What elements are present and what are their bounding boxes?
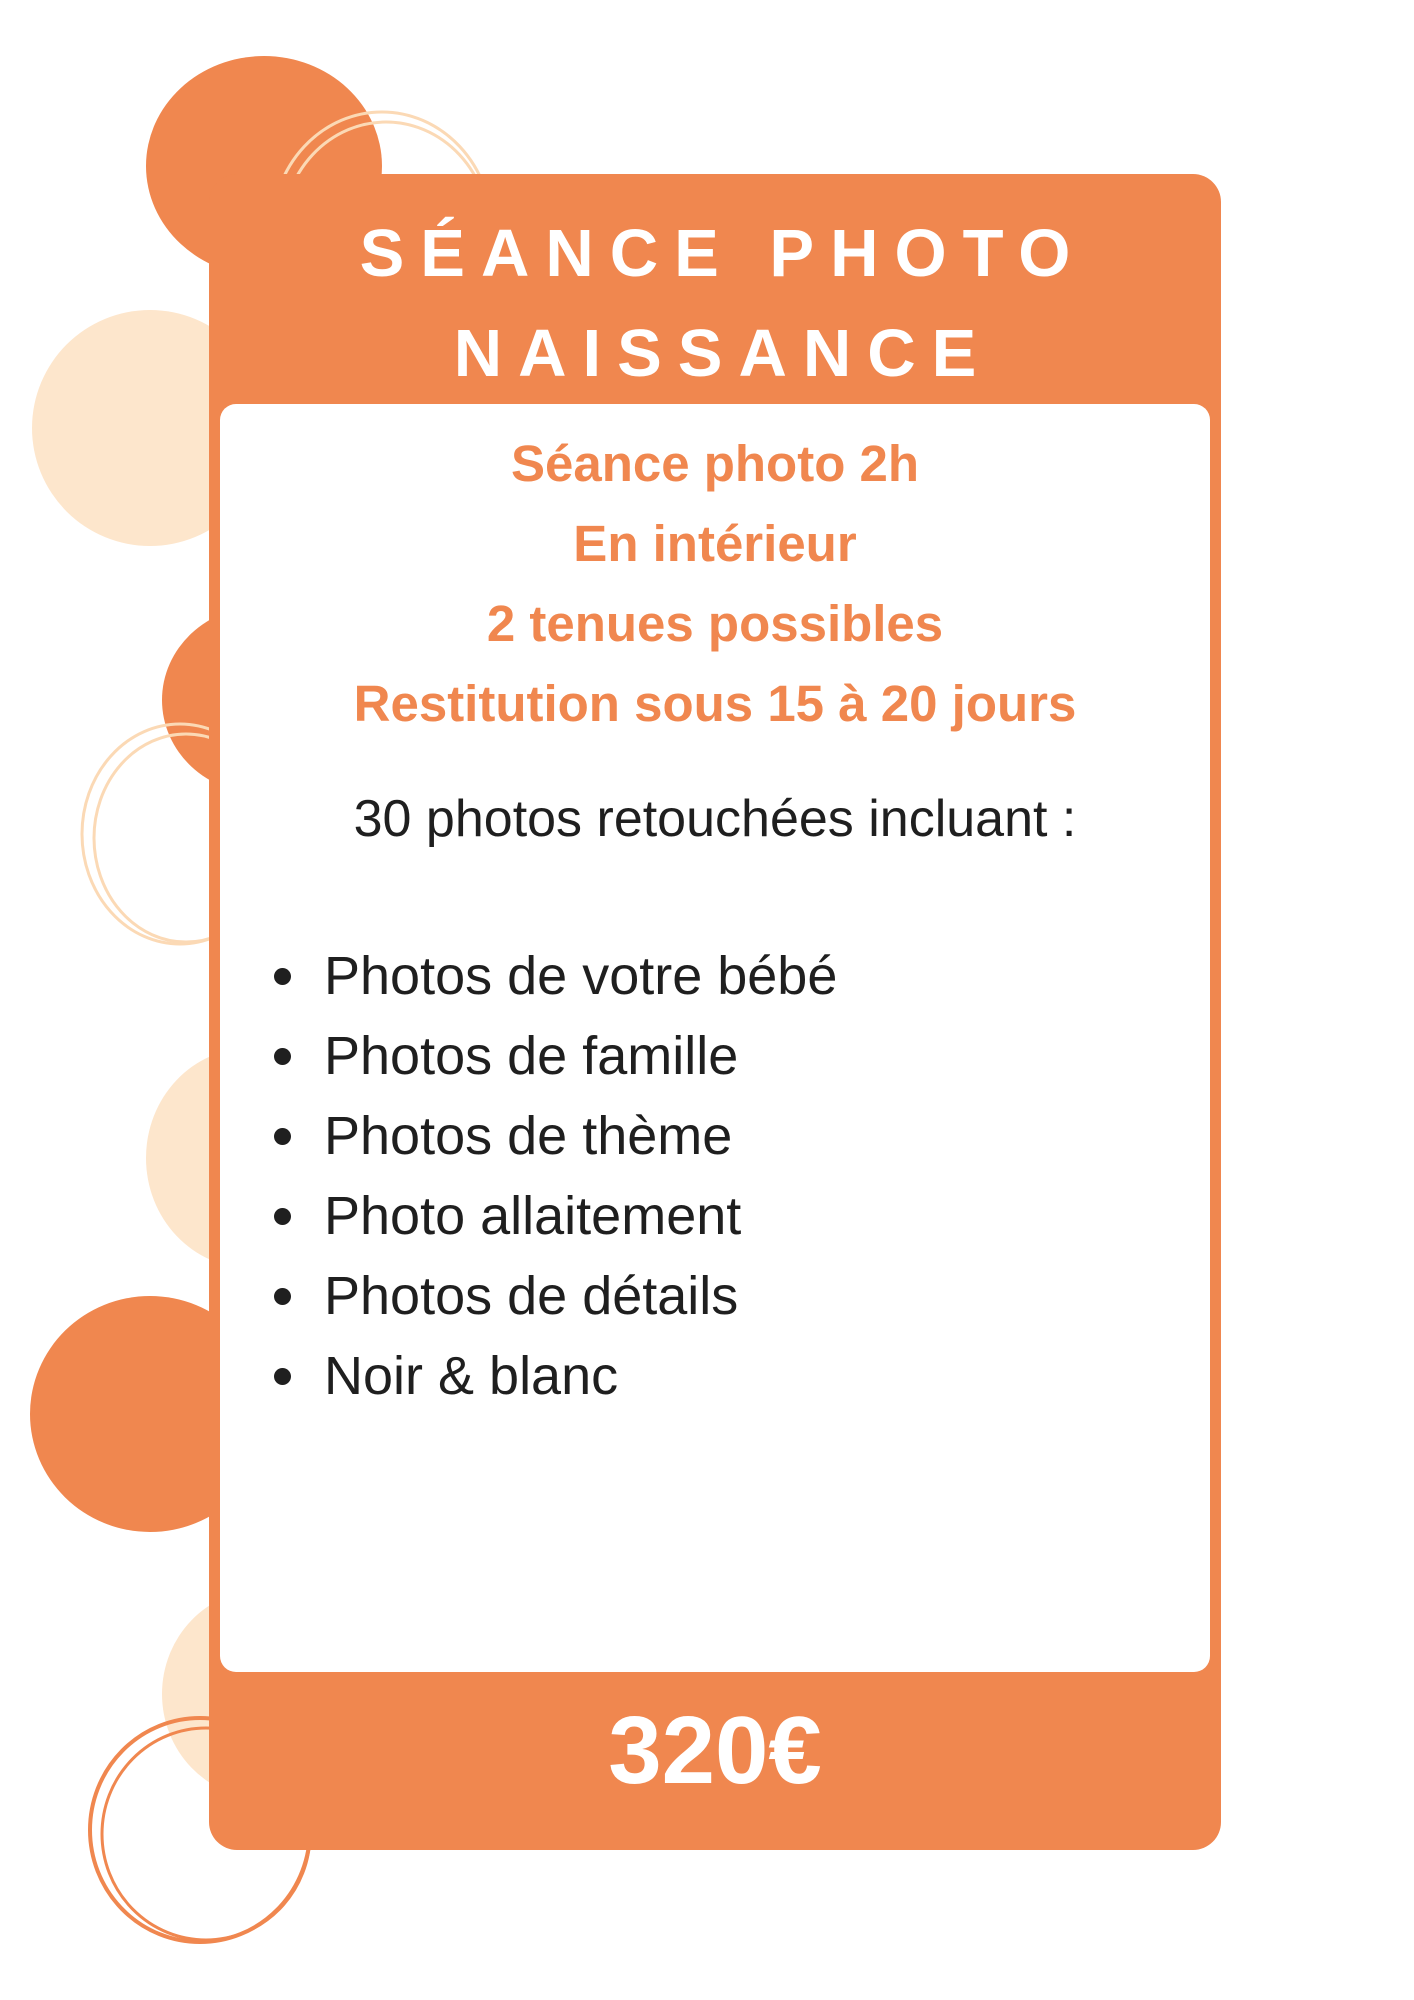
bullet-icon <box>274 1288 291 1305</box>
bullet-icon <box>274 968 291 985</box>
list-item-label: Photos de votre bébé <box>324 946 838 1006</box>
list-item <box>274 1096 837 1176</box>
pricing-card <box>209 174 1221 1850</box>
list-item <box>274 936 837 1016</box>
list-item-label: Noir & blanc <box>324 1346 619 1406</box>
card-title <box>209 204 1221 404</box>
content-panel <box>220 404 1210 1672</box>
bullet-icon <box>274 1048 291 1065</box>
feature-location: En intérieur <box>573 515 857 572</box>
bullet-icon <box>274 1128 291 1145</box>
list-item <box>274 1016 837 1096</box>
feature-outfits: 2 tenues possibles <box>486 595 944 652</box>
list-item-label: Photos de thème <box>324 1106 733 1166</box>
title-line-2: NAISSANCE <box>453 316 993 391</box>
included-intro: 30 photos retouchées incluant : <box>353 790 1077 848</box>
list-item <box>274 1176 837 1256</box>
list-item <box>274 1256 837 1336</box>
title-line-1: SÉANCE PHOTO <box>359 216 1087 291</box>
list-item-label: Photo allaitement <box>324 1186 742 1246</box>
list-item <box>274 1336 837 1416</box>
feature-duration: Séance photo 2h <box>510 435 920 492</box>
price: 320€ <box>608 1697 822 1804</box>
list-item-label: Photos de détails <box>324 1266 739 1326</box>
bullet-icon <box>274 1208 291 1225</box>
bullet-icon <box>274 1368 291 1385</box>
included-items-list <box>274 936 837 1416</box>
list-item-label: Photos de famille <box>324 1026 739 1086</box>
feature-delivery: Restitution sous 15 à 20 jours <box>353 675 1077 732</box>
feature-list <box>220 424 1210 744</box>
